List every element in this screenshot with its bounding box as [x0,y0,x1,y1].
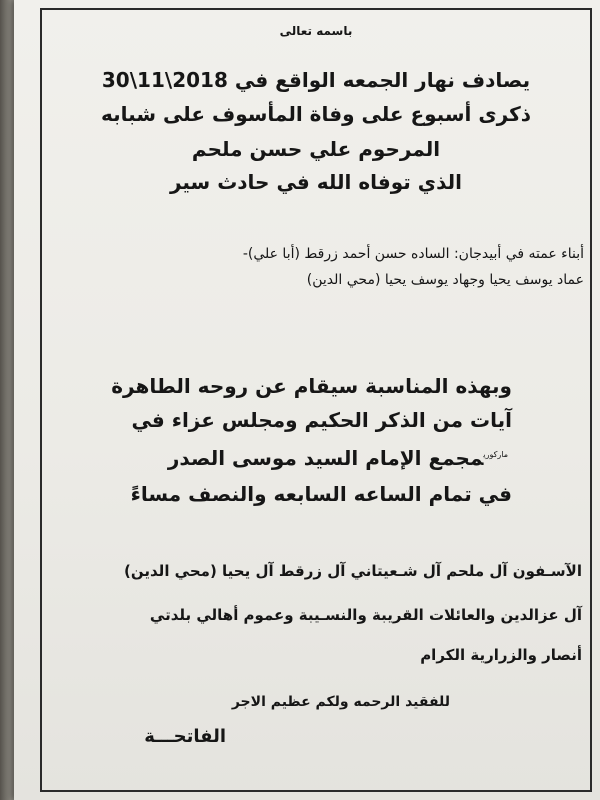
cousins-line-2: عماد يوسف يحيا وجهاد يوسف يحيا (محي الدين) [306,272,584,288]
occasion-line-time: في تمام الساعه السابعه والنصف مساءً [130,482,512,506]
intro-line-cause: الذي توفاه الله في حادث سير [169,170,463,194]
occasion-line-venue [168,446,512,470]
notice-frame [40,8,592,792]
intro-line-deceased-name: المرحوم علي حسن ملحم [191,137,441,161]
header-basmala: باسمه تعالى [279,24,353,38]
occasion-line-1: وبهذه المناسبة سيقام عن روحه الطاهرة [111,374,512,398]
intro-line-anniversary: ذكرى أسبوع على وفاة المأسوف على شبابه [101,102,531,126]
occasion-line-2: آيات من الذكر الحكيم ومجلس عزاء في [131,408,512,432]
mourners-line-2: آل عزالدين والعائلات القريبة والنسـيبة وعموم أهالي بلدتي [149,606,582,624]
mourners-line-1: الآسـفون آل ملحم آل شـعيتاني آل زرقط آل يحيا (محي الدين) [124,562,582,580]
cousins-line-1: أبناء عمته في أبيدجان: الساده حسن أحمد زرقط (أبا علي)- [242,246,584,262]
signature-fatiha: الفاتحـــة [144,726,226,747]
closing-line: للفقيد الرحمه ولكم عظيم الاجر [231,694,450,710]
intro-line-date: يصادف نهار الجمعه الواقع في 2018\11\30 [101,68,531,92]
venue-name: مجمع الإمام السيد موسى الصدر [167,446,484,470]
paper-sheet [14,0,600,800]
venue-marker: ماركوري [483,450,508,459]
mourners-line-3: أنصار والزرارية الكرام [420,646,582,664]
